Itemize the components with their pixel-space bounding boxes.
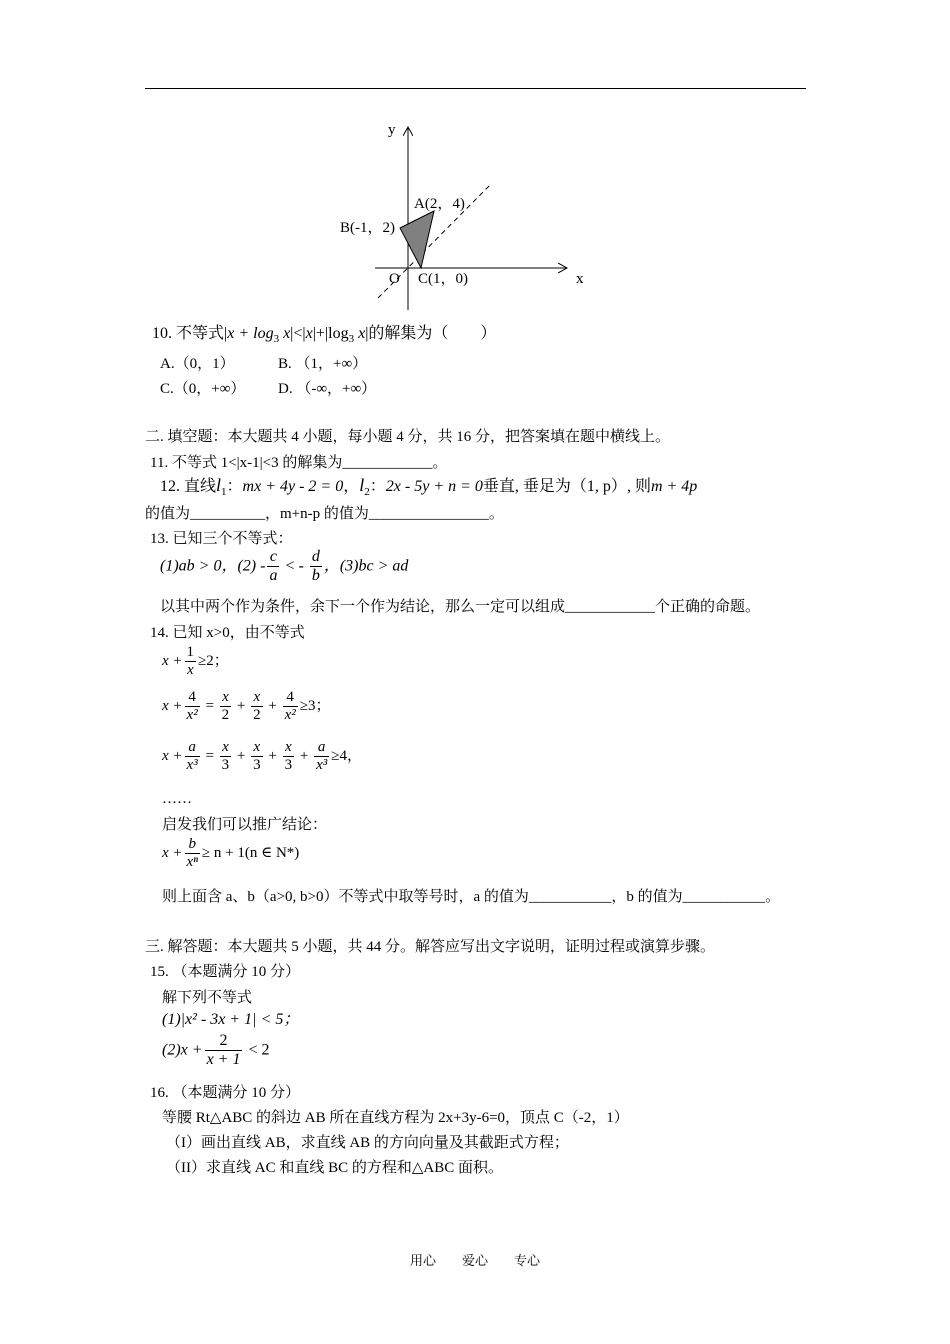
q11: 11. 不等式 1<|x-1|<3 的解集为____________。 (150, 455, 448, 471)
q10-option-d: D. （-∞，+∞） (278, 381, 377, 397)
q12-line1: 12. 直线$l_1$：mx + 4y - 2 = 0，$l_2$：2x - 5y + n = 0垂直, 垂足为（1, p）, 则m + 4p (160, 475, 698, 499)
q15-part2: (2)x + $\frac{2}{x + 1}$ < 2 (162, 1032, 270, 1069)
q13-title: 13. 已知三个不等式： (150, 531, 293, 547)
point-a-label: A(2，4) (414, 196, 465, 212)
q10-option-b: B. （1，+∞） (278, 356, 368, 372)
q14-ineq-1: x + $\frac{1}{x}$ ≥2； (162, 644, 229, 679)
q14-ineq-2: x + $\frac{4}{\text{x²}}$ = $\frac{x}{2}$ + $\frac{x}{2}$ + $\frac{4}{\text{x²}}$ ≥3； (162, 689, 331, 724)
y-label: y (388, 122, 396, 138)
q15-intro: 解下列不等式 (162, 990, 253, 1006)
point-c-label: C(1，0) (418, 271, 468, 287)
q15-part1: (1)|x² - 3x + 1| < 5； (162, 1011, 300, 1028)
triangle-abc (400, 211, 434, 268)
section3-heading: 三. 解答题：本大题共 5 小题，共 44 分。解答应写出文字说明，证明过程或演算步骤。 (145, 939, 716, 955)
header-rule (145, 88, 806, 89)
q14-dots: …… (162, 791, 192, 807)
q13-conditions: (1)ab > 0，(2) - $\frac{c}{a}$ < - $\frac{d}{b}$ ，(3)bc > ad (160, 548, 409, 585)
q14-ineq-3: x + $\frac{a}{\text{x³}}$ = $\frac{x}{3}$ + $\frac{x}{3}$ + $\frac{x}{3}$ + $\frac{a}{\text{x³}}$ ≥4， (162, 739, 362, 774)
q16-title: 16. （本题满分 10 分） (150, 1085, 301, 1101)
q14-title: 14. 已知 x>0，由不等式 (150, 625, 305, 641)
page-footer: 用心 爱心 专心 (409, 1253, 540, 1268)
q10-stem: 10. 不等式$|x + \log_3 x|<|x|+|\log_3$ x|的解集为（ ） (152, 325, 497, 346)
q10-option-a: A.（0，1） (160, 356, 235, 372)
q14-inspire: 启发我们可以推广结论： (162, 817, 328, 833)
q12-line2: 的值为__________，m+n-p 的值为________________。 (145, 506, 504, 522)
q14-general: x + $\frac{b}{\text{xⁿ}}$ ≥ n + 1(n ∈ N*) (162, 836, 300, 871)
q10-option-c: C.（0，+∞） (160, 381, 246, 397)
origin-label: O (389, 271, 400, 287)
q14-ask: 则上面含 a、b（a>0, b>0）不等式中取等号时，a 的值为___________，b 的值为___________。 (162, 889, 781, 905)
x-label: x (576, 271, 584, 287)
q15-title: 15. （本题满分 10 分） (150, 964, 301, 980)
triangle-figure (330, 115, 590, 320)
q16-part1: （I）画出直线 AB，求直线 AB 的方向向量及其截距式方程； (166, 1135, 569, 1151)
q16-part2: （II）求直线 AC 和直线 BC 的方程和△ABC 面积。 (166, 1160, 503, 1176)
q13-text: 以其中两个作为条件，余下一个作为结论，那么一定可以组成____________个正确的命题。 (160, 599, 761, 615)
point-b-label: B(-1，2) (340, 220, 395, 236)
q16-stem: 等腰 Rt△ABC 的斜边 AB 所在直线方程为 2x+3y-6=0，顶点 C（-2，1） (162, 1110, 629, 1126)
section2-heading: 二. 填空题：本大题共 4 小题，每小题 4 分，共 16 分，把答案填在题中横线上。 (145, 429, 671, 445)
